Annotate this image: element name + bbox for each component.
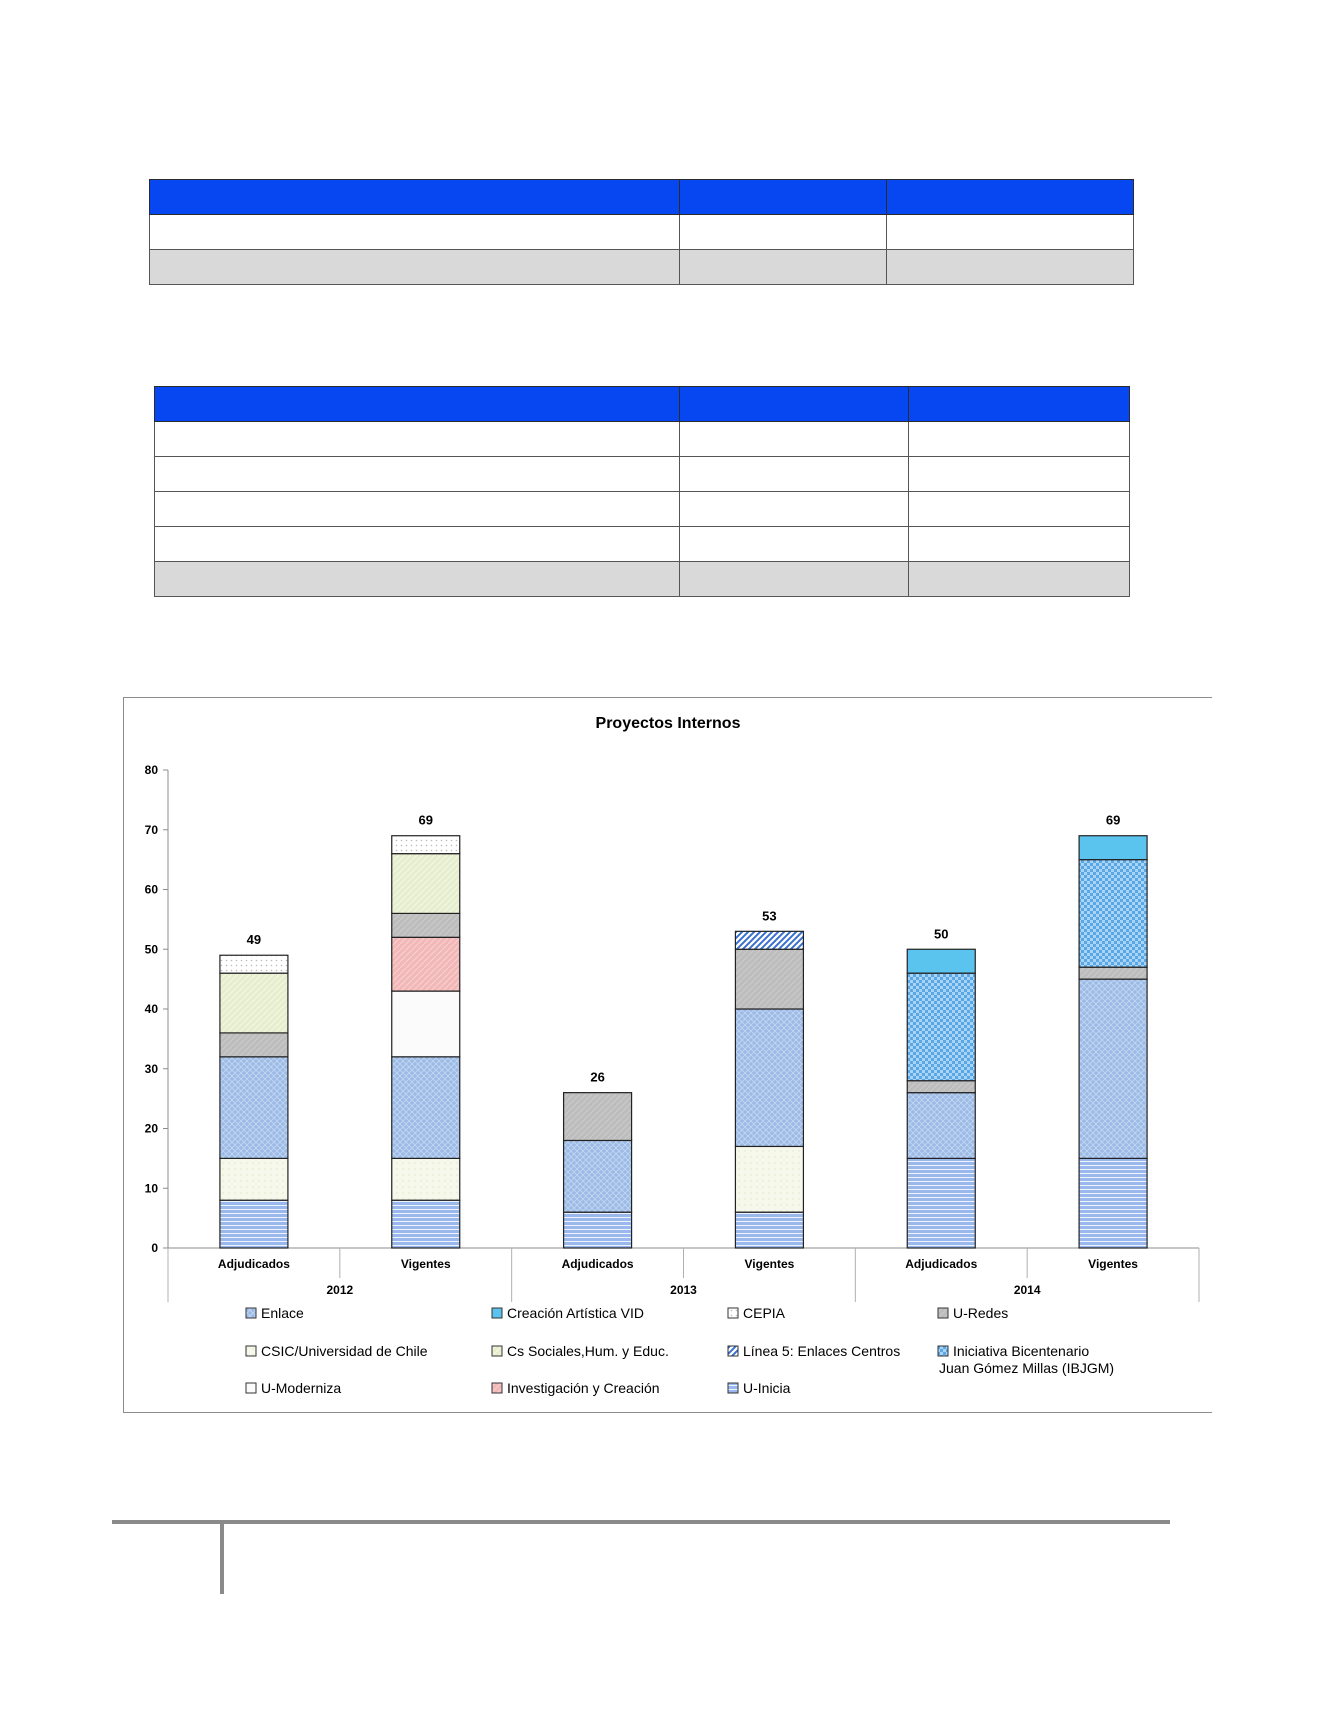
legend-label: Creación Artística VID <box>507 1305 644 1321</box>
table-cell <box>680 457 909 492</box>
bar-segment-enlace <box>1079 979 1147 1158</box>
legend-item-investigacion-y-creacion <box>492 1380 660 1396</box>
legend-swatch <box>246 1346 256 1356</box>
legend-label: U-Inicia <box>743 1380 791 1396</box>
table-cell <box>680 215 887 250</box>
table-cell <box>680 422 909 457</box>
table-cell <box>155 492 680 527</box>
legend-swatch <box>492 1383 502 1393</box>
footer-divider-line <box>112 1520 1170 1524</box>
chart-container <box>123 697 1212 1413</box>
summary-table-2 <box>154 386 1130 597</box>
bar-segment-cepia <box>392 836 460 854</box>
legend-item-cepia <box>728 1305 786 1321</box>
table-cell <box>680 492 909 527</box>
bar-segment-u-redes <box>220 1033 288 1057</box>
bar-total-label: 69 <box>418 812 433 828</box>
legend-swatch <box>728 1346 738 1356</box>
table-row <box>155 492 1130 527</box>
table-header-row <box>155 387 1130 422</box>
bar-segment-u-inicia <box>907 1158 975 1248</box>
x-tick-label: Vigentes <box>1088 1257 1138 1271</box>
summary-table-1 <box>149 179 1134 285</box>
legend-swatch <box>938 1346 948 1356</box>
table-cell <box>155 457 680 492</box>
table-cell <box>909 422 1130 457</box>
table-cell <box>909 457 1130 492</box>
table-cell <box>150 215 680 250</box>
bar-segment-enlace <box>220 1057 288 1159</box>
table-cell <box>680 250 887 285</box>
bar-segment-cepia <box>220 955 288 973</box>
chart-data-labels <box>247 813 1121 1085</box>
table-header-cell <box>680 387 909 422</box>
legend-item-cs-sociales-hum-y-educ <box>492 1343 669 1359</box>
chart-axes <box>145 763 1199 1302</box>
table-row <box>150 215 1134 250</box>
legend-label: Investigación y Creación <box>507 1380 660 1396</box>
legend-swatch <box>728 1383 738 1393</box>
table-row <box>155 422 1130 457</box>
table-total-row <box>150 250 1134 285</box>
bar-segment-creacion-artistica-vid <box>1079 836 1147 860</box>
x-tick-label: Adjudicados <box>561 1257 634 1271</box>
legend-item-creacion-artistica-vid <box>492 1305 644 1321</box>
y-tick-label: 80 <box>144 763 158 777</box>
table-cell <box>155 527 680 562</box>
legend-item-csic-universidad-de-chile <box>246 1343 428 1359</box>
bar-segment-csic-universidad-de-chile <box>392 1158 460 1200</box>
bar-segment-enlace <box>735 1009 803 1146</box>
table-header-cell <box>909 387 1130 422</box>
legend-label: Juan Gómez Millas (IBJGM) <box>939 1360 1115 1376</box>
table-total-row <box>155 562 1130 597</box>
legend-item-u-redes <box>938 1305 1008 1321</box>
bar-segment-u-redes <box>735 949 803 1009</box>
legend-label: Línea 5: Enlaces Centros <box>743 1343 901 1359</box>
bar-segment-u-redes <box>392 913 460 937</box>
table-cell <box>887 215 1134 250</box>
x-tick-label: Vigentes <box>744 1257 795 1271</box>
bar-total-label: 69 <box>1105 812 1121 828</box>
table-cell <box>680 527 909 562</box>
bar-segment-iniciativa-bicentenario-juan-gomez-millas-ibjgm <box>907 973 975 1081</box>
legend-label: U-Moderniza <box>261 1380 342 1396</box>
chart-bars <box>220 836 1147 1248</box>
y-tick-label: 40 <box>144 1002 158 1016</box>
y-tick-label: 70 <box>144 822 158 837</box>
bar-segment-enlace <box>564 1140 632 1212</box>
table-cell <box>887 250 1134 285</box>
bar-segment-u-moderniza <box>392 991 460 1057</box>
bar-segment-creacion-artistica-vid <box>907 949 975 973</box>
bar-segment-cs-sociales-hum-y-educ <box>220 973 288 1033</box>
table-row <box>155 527 1130 562</box>
legend-label: Cs Sociales,Hum. y Educ. <box>507 1343 669 1359</box>
table-header-cell <box>150 180 680 215</box>
table-header-cell <box>887 180 1134 215</box>
chart-title: Proyectos Internos <box>595 715 741 732</box>
bar-total-label: 49 <box>246 932 262 948</box>
y-tick-label: 60 <box>144 882 158 897</box>
y-tick-label: 50 <box>144 942 158 957</box>
legend-swatch <box>246 1308 256 1318</box>
footer-vertical-line <box>220 1522 224 1594</box>
bar-segment-csic-universidad-de-chile <box>220 1158 288 1200</box>
legend-label: Iniciativa Bicentenario <box>953 1343 1090 1359</box>
bar-segment-u-redes <box>907 1081 975 1093</box>
x-group-label: 2012 <box>326 1283 354 1297</box>
x-tick-label: Vigentes <box>400 1257 451 1271</box>
bar-segment-linea-5-enlaces-centros <box>735 931 803 949</box>
bar-segment-u-inicia <box>1079 1158 1147 1248</box>
bar-segment-u-inicia <box>392 1200 460 1248</box>
table-header-cell <box>155 387 680 422</box>
y-tick-label: 10 <box>144 1181 158 1196</box>
chart-legend <box>246 1305 1114 1396</box>
x-tick-label: Adjudicados <box>217 1257 290 1271</box>
stacked-bar-chart <box>124 698 1212 1412</box>
table-cell <box>150 250 680 285</box>
legend-swatch <box>492 1346 502 1356</box>
x-group-label: 2013 <box>670 1283 697 1297</box>
bar-total-label: 50 <box>934 926 949 942</box>
legend-swatch <box>492 1308 502 1318</box>
table-row <box>155 457 1130 492</box>
bar-segment-enlace <box>392 1057 460 1159</box>
table-cell <box>909 562 1130 597</box>
table-cell <box>155 422 680 457</box>
legend-item-u-moderniza <box>246 1380 341 1396</box>
legend-label: CSIC/Universidad de Chile <box>261 1343 428 1359</box>
bar-segment-u-inicia <box>564 1212 632 1248</box>
bar-total-label: 26 <box>590 1069 605 1085</box>
y-tick-label: 30 <box>144 1061 158 1076</box>
bar-segment-u-redes <box>1079 967 1147 979</box>
legend-swatch <box>728 1308 738 1318</box>
legend-swatch <box>246 1383 256 1393</box>
legend-item-linea-5-enlaces-centros <box>728 1343 900 1359</box>
legend-swatch <box>938 1308 948 1318</box>
y-tick-label: 20 <box>144 1121 158 1136</box>
table-cell <box>155 562 680 597</box>
bar-segment-u-inicia <box>735 1212 803 1248</box>
bar-segment-u-inicia <box>220 1200 288 1248</box>
x-group-label: 2014 <box>1013 1283 1041 1297</box>
bar-segment-iniciativa-bicentenario-juan-gomez-millas-ibjgm <box>1079 860 1147 968</box>
bar-segment-investigacion-y-creacion <box>392 937 460 991</box>
bar-segment-cs-sociales-hum-y-educ <box>392 854 460 914</box>
bar-segment-csic-universidad-de-chile <box>735 1146 803 1212</box>
legend-item-u-inicia <box>728 1380 791 1396</box>
bar-total-label: 53 <box>762 908 777 924</box>
bar-segment-u-redes <box>564 1093 632 1141</box>
table-cell <box>909 492 1130 527</box>
legend-label: U-Redes <box>953 1305 1009 1321</box>
legend-item-enlace <box>246 1305 304 1321</box>
table-cell <box>680 562 909 597</box>
bar-segment-enlace <box>907 1093 975 1159</box>
legend-label: Enlace <box>261 1305 304 1321</box>
x-tick-label: Adjudicados <box>905 1257 978 1271</box>
legend-item-iniciativa-bicentenario-juan-gomez-millas-ibjgm <box>938 1343 1114 1376</box>
table-header-row <box>150 180 1134 215</box>
legend-label: CEPIA <box>743 1305 786 1321</box>
y-tick-label: 0 <box>151 1241 158 1255</box>
table-cell <box>909 527 1130 562</box>
table-header-cell <box>680 180 887 215</box>
